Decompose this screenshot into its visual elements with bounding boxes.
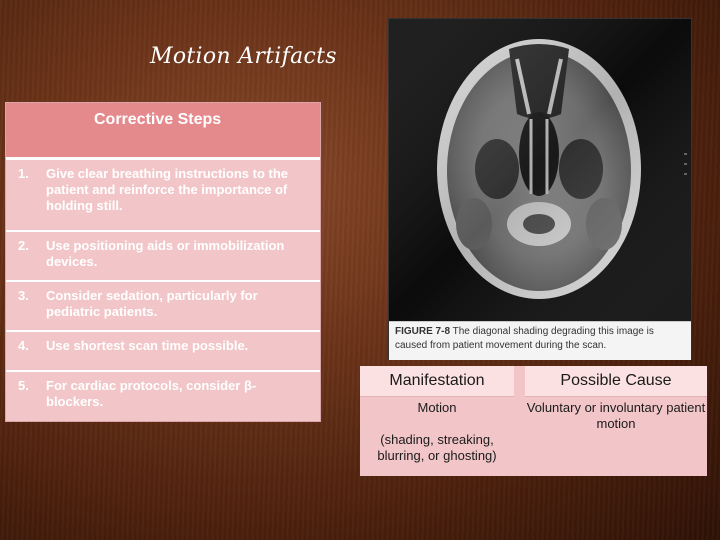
figure-label: FIGURE 7-8 (395, 326, 451, 337)
figure-caption (389, 321, 691, 360)
step-row (6, 372, 320, 424)
figure-caption-body: The diagonal shading degrading this image is caused from patient movement during the scan. (395, 326, 654, 351)
step-text: Give clear breathing instructions to the patient and reinforce the importance of holding still. (46, 166, 288, 213)
manifestation-cell: Motion (shading, streaking, blurring, or ghosting) (377, 400, 497, 463)
slide-title: Motion Artifacts (150, 44, 337, 69)
step-row (6, 160, 320, 232)
step-number: 3. (18, 288, 29, 303)
corrective-steps-table (5, 102, 321, 422)
step-number: 2. (18, 238, 29, 253)
corrective-steps-header-label: Corrective Steps (94, 111, 222, 128)
column-header-manifestation: Manifestation (360, 366, 514, 397)
manifestation-table (360, 366, 707, 476)
step-text: Consider sedation, particularly for pediatric patients. (46, 288, 258, 319)
step-number: 5. (18, 378, 29, 393)
step-number: 4. (18, 338, 29, 353)
possible-cause-cell: Voluntary or involuntary patient motion (526, 400, 706, 431)
step-row (6, 332, 320, 372)
step-text: Use positioning aids or immobilization devices. (46, 238, 285, 269)
ct-scan-figure (388, 18, 692, 360)
step-text: Use shortest scan time possible. (46, 338, 249, 353)
ct-scan-image (389, 19, 691, 321)
corrective-steps-header (6, 103, 320, 160)
steps-list (6, 160, 320, 424)
figure-caption-text (395, 325, 685, 353)
step-number: 1. (18, 166, 29, 181)
column-header-possible-cause: Possible Cause (525, 366, 707, 397)
step-row (6, 282, 320, 332)
step-text: For cardiac protocols, consider β-blockers. (46, 378, 257, 409)
step-row (6, 232, 320, 282)
